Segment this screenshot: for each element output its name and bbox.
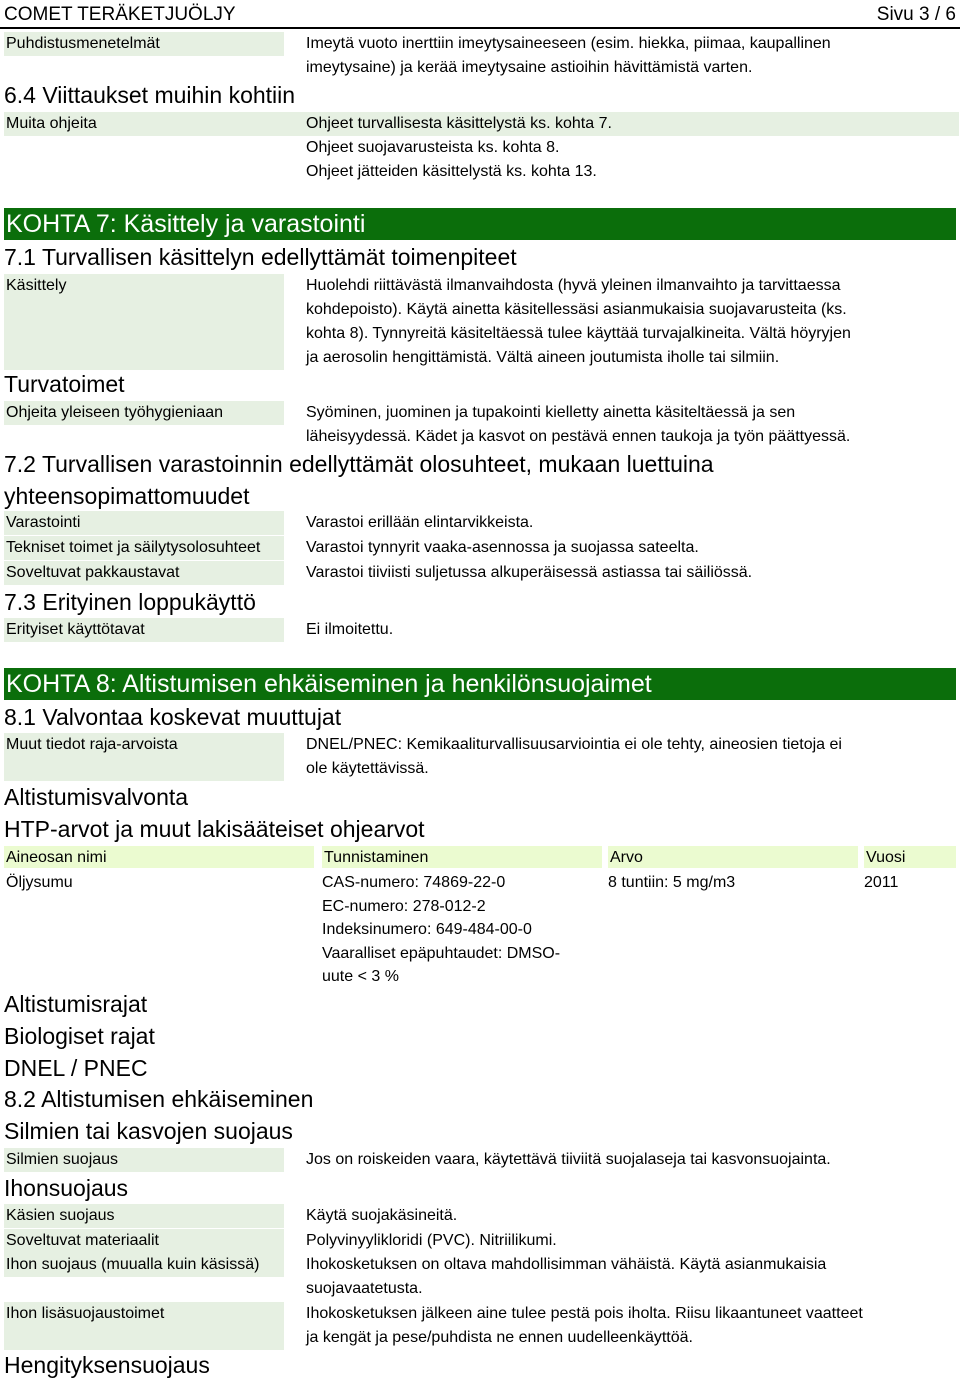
section-7-3-title: 7.3 Erityinen loppukäyttö	[4, 589, 256, 615]
safety-measures-title: Turvatoimet	[4, 371, 125, 397]
table-row-id: CAS-numero: 74869-22-0 EC-numero: 278-012-2 Indeksinumero: 649-484-00-0 Vaaralliset epäpuhtaudet: DMSO- uute < 3 %	[322, 874, 561, 985]
materials-text: Polyvinyylikloridi (PVC). Nitriilikumi.	[306, 1232, 557, 1249]
packaging-label: Soveltuvat pakkaustavat	[4, 561, 284, 585]
htp-title: HTP-arvot ja muut lakisääteiset ohjearvot	[4, 816, 425, 842]
technical-measures-label: Tekniset toimet ja säilytysolosuhteet	[4, 536, 284, 560]
materials-label: Soveltuvat materiaalit	[4, 1229, 284, 1253]
table-header-id: Tunnistaminen	[322, 846, 602, 868]
section-6-4-title: 6.4 Viittaukset muihin kohtiin	[4, 82, 296, 108]
skin-extra-label: Ihon lisäsuojaustoimet	[4, 1302, 284, 1350]
eye-protection-text: Jos on roiskeiden vaara, käytettävä tiiviitä suojalaseja tai kasvonsuojainta.	[306, 1151, 831, 1168]
specific-uses-label: Erityiset käyttötavat	[4, 618, 284, 642]
section-7-1-title: 7.1 Turvallisen käsittelyn edellyttämät toimenpiteet	[4, 244, 517, 270]
dnel-pnec-title: DNEL / PNEC	[4, 1055, 148, 1081]
section-7-2-title-line1: 7.2 Turvallisen varastoinnin edellyttämät olosuhteet, mukaan luettuina	[4, 451, 714, 477]
table-row-name: Öljysumu	[6, 874, 73, 891]
table-row-value: 8 tuntiin: 5 mg/m3	[608, 874, 736, 891]
section-8-header: KOHTA 8: Altistumisen ehkäiseminen ja henkilönsuojaimet	[4, 668, 956, 700]
hand-protection-label: Käsien suojaus	[4, 1204, 284, 1228]
other-limits-label: Muut tiedot raja-arvoista	[4, 733, 284, 781]
packaging-text: Varastoi tiiviisti suljetussa alkuperäisessä astiassa tai säiliössä.	[306, 564, 753, 581]
cleaning-methods-label: Puhdistusmenetelmät	[4, 32, 284, 56]
section-7-header: KOHTA 7: Käsittely ja varastointi	[4, 208, 956, 240]
skin-extra-text: Ihokosketuksen jälkeen aine tulee pestä pois iholta. Riisu likaantuneet vaatteet ja kengät ja pese/puhdista ne ennen uudelleenkäyttöä.	[306, 1305, 863, 1346]
hygiene-label: Ohjeita yleiseen työhygieniaan	[4, 401, 284, 425]
skin-other-label: Ihon suojaus (muualla kuin käsissä)	[4, 1253, 284, 1277]
exposure-control-title: Altistumisvalvonta	[4, 784, 189, 810]
specific-uses-text: Ei ilmoitettu.	[306, 621, 394, 638]
technical-measures-text: Varastoi tynnyrit vaaka-asennossa ja suojassa sateelta.	[306, 539, 699, 556]
hygiene-text: Syöminen, juominen ja tupakointi kielletty ainetta käsiteltäessä ja sen läheisyydessä. Kädet ja kasvot on pestävä ennen taukoja ja työn päättyessä.	[306, 404, 851, 445]
page-number: Sivu 3 / 6	[876, 4, 956, 25]
storage-text: Varastoi erillään elintarvikkeista.	[306, 514, 534, 531]
section-8-2-title: 8.2 Altistumisen ehkäiseminen	[4, 1086, 314, 1112]
hand-protection-text: Käytä suojakäsineitä.	[306, 1207, 458, 1224]
cleaning-methods-text: Imeytä vuoto inerttiin imeytysaineeseen (esim. hiekka, piimaa, kaupallinen imeytysaine) ja kerää imeytysaine astioihin hävittämistä varten.	[306, 35, 831, 76]
other-instructions-label: Muita ohjeita	[4, 112, 959, 136]
exposure-limits-title: Altistumisrajat	[4, 991, 148, 1017]
table-header-name: Aineosan nimi	[4, 846, 314, 868]
other-instructions-text: Ohjeet turvallisesta käsittelystä ks. kohta 7. Ohjeet suojavarusteista ks. kohta 8. Ohjeet jätteiden käsittelystä ks. kohta 13.	[306, 115, 612, 180]
table-header-year: Vuosi	[864, 846, 956, 868]
header-divider	[0, 27, 960, 29]
other-limits-text: DNEL/PNEC: Kemikaaliturvallisuusarviointia ei ole tehty, aineosien tietoja ei ole käytettävissä.	[306, 736, 842, 777]
section-8-1-title: 8.1 Valvontaa koskevat muuttujat	[4, 704, 342, 730]
biological-limits-title: Biologiset rajat	[4, 1023, 155, 1049]
section-7-2-title-line2: yhteensopimattomuudet	[4, 483, 250, 509]
table-header-value: Arvo	[608, 846, 858, 868]
storage-label: Varastointi	[4, 511, 284, 535]
table-row-year: 2011	[864, 874, 899, 891]
handling-text: Huolehdi riittävästä ilmanvaihdosta (hyvä yleinen ilmanvaihto ja tarvittaessa kohdepoisto). Käytä ainetta käsitellessäsi asianmukaisia suojavarusteita (ks. kohta 8). Tynnyreitä käsiteltäessä tulee käyttää turvajalkineita. Vältä höyryjen ja aerosolin hengittämistä. Vältä aineen joutumista iholle tai silmiin.	[306, 277, 851, 366]
eye-protection-title: Silmien tai kasvojen suojaus	[4, 1118, 293, 1144]
company-name: COMET TERÄKETJUÖLJY	[4, 4, 236, 25]
skin-other-text: Ihokosketuksen on oltava mahdollisimman vähäistä. Käytä asianmukaisia suojavaatetusta.	[306, 1256, 827, 1297]
eye-protection-label: Silmien suojaus	[4, 1148, 284, 1172]
handling-label: Käsittely	[4, 274, 284, 370]
skin-protection-title: Ihonsuojaus	[4, 1175, 129, 1201]
respiratory-protection-title: Hengityksensuojaus	[4, 1352, 210, 1378]
